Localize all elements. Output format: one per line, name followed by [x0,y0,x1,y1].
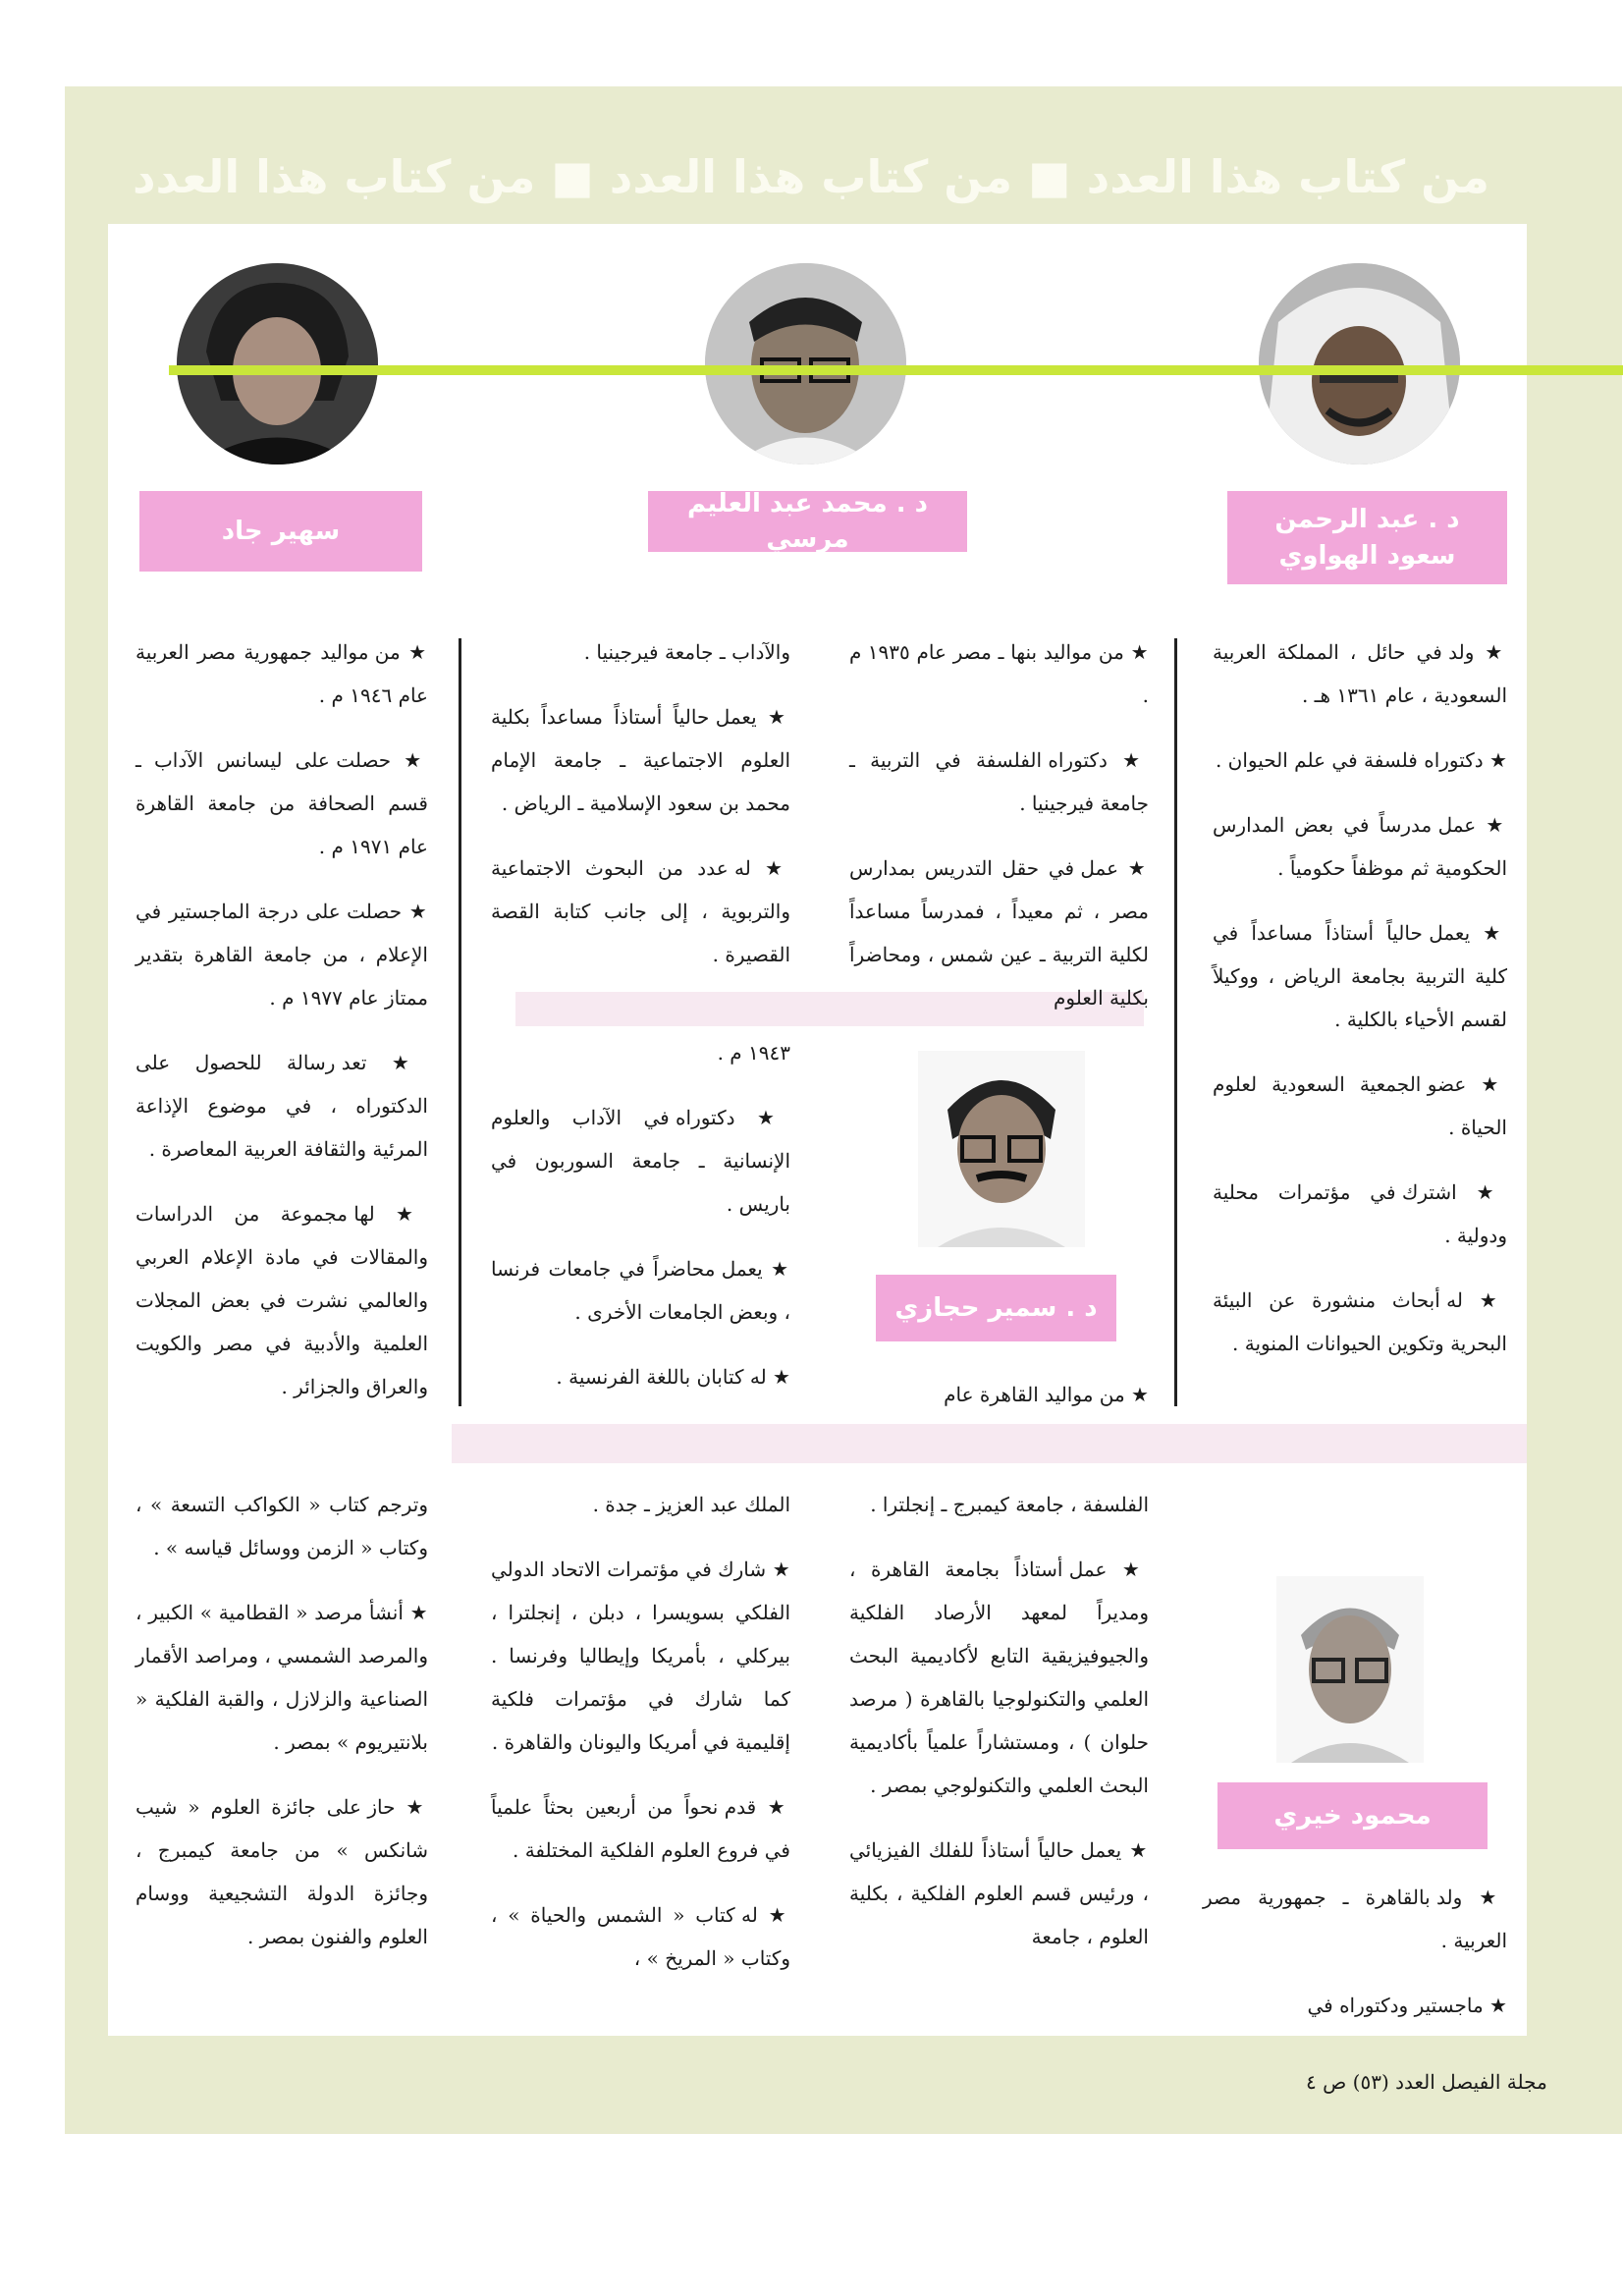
bio-khairy-item: ★ له كتاب « الشمس والحياة » ، وكتاب « المريخ » ، [491,1893,790,1980]
name-box-hawawi: د . عبد الرحمن سعود الهواوي [1227,491,1507,584]
bio-hegazi-a [849,1373,1149,1438]
bio-hawawi-item: ★ عضو الجمعية السعودية لعلوم الحياة . [1213,1063,1507,1149]
bio-hawawi-item: ★ ولد في حائل ، المملكة العربية السعودية ، عام ١٣٦١ هـ . [1213,630,1507,717]
name-box-hegazi: د . سمير حجازي [876,1275,1116,1341]
portrait-hawawi [1259,263,1460,465]
bio-morsi-item: ★ له عدد من البحوث الاجتماعية والتربوية ، إلى جانب كتابة القصة القصيرة . [491,847,790,976]
accent-line [169,365,1623,375]
bio-hawawi [1213,630,1507,1387]
bio-suhair [135,630,428,1430]
bio-suhair-item: ★ تعد رسالة للحصول على الدكتوراه ، في موضوع الإذاعة المرئية والثقافة العربية المعاصرة . [135,1041,428,1171]
bio-hegazi-b [491,1031,790,1420]
bio-suhair-item: ★ من مواليد جمهورية مصر العربية عام ١٩٤٦ م . [135,630,428,717]
bio-khairy-item: ★ عمل أستاذاً بجامعة القاهرة ، ومديراً لمعهد الأرصاد الفلكية والجيوفيزيقية التابع لأكاديمية البحث العلمي والتكنولوجيا بالقاهرة ( مرصد حلوان ) ، ومستشاراً علمياً بأكاديمية البحث العلمي والتكنولوجي بمصر . [849,1548,1149,1807]
bio-khairy-item: ★ حاز على جائزة العلوم « شيب شانكس » من جامعة كيمبرج ، وجائزة الدولة التشجيعية ووسام العلوم والفنون بمصر . [135,1785,428,1958]
bio-khairy-d [135,1483,428,1980]
bio-khairy-cont: الملك عبد العزيز ـ جدة . [592,1493,790,1516]
bio-hawawi-item: ★ يعمل حالياً أستاذاً مساعداً في كلية التربية بجامعة الرياض ، ووكيلاً لقسم الأحياء بالكلية . [1213,911,1507,1041]
bio-suhair-item: ★ حصلت على ليسانس الآداب ـ قسم الصحافة من جامعة القاهرة عام ١٩٧١ م . [135,738,428,868]
bio-morsi-a [849,630,1149,1041]
bio-hegazi-item: ★ دكتوراه في الآداب والعلوم الإنسانية ـ جامعة السوربون في باريس . [491,1096,790,1226]
portrait-hegazi [918,1051,1085,1247]
bio-hawawi-item: ★ اشترك في مؤتمرات محلية ودولية . [1213,1171,1507,1257]
bio-khairy-cont: الفلسفة ، جامعة كيمبرج ـ إنجلترا . [870,1493,1149,1516]
bio-khairy-item: ★ ولد بالقاهرة ـ جمهورية مصر العربية . [1203,1876,1507,1962]
portrait-suhair [177,263,378,465]
bio-morsi-cont: والآداب ـ جامعة فيرجينيا . [583,640,790,664]
bio-hawawi-item: ★ دكتوراه فلسفة في علم الحيوان . [1213,738,1507,782]
bio-khairy-c [491,1483,790,2001]
header-banner: من كتاب هذا العدد ■ من كتاب هذا العدد ■ من كتاب هذا العدد [132,150,1490,203]
bio-khairy-item: ★ ماجستير ودكتوراه في [1203,1984,1507,2027]
portrait-morsi-image [705,263,906,465]
bio-hawawi-item: ★ له أبحاث منشورة عن البيئة البحرية وتكوين الحيوانات المنوية . [1213,1279,1507,1365]
bio-hegazi-item: ★ له كتابان باللغة الفرنسية . [491,1355,790,1398]
bio-morsi-item: ★ عمل في حقل التدريس بمدارس مصر ، ثم معيداً ، فمدرساً مساعداً لكلية التربية ـ عين شمس ، ومحاضراً بكلية العلوم [849,847,1149,1019]
name-box-khairy: محمود خيري [1217,1782,1488,1849]
bio-suhair-item: ★ حصلت على درجة الماجستير في الإعلام ، من جامعة القاهرة بتقدير ممتاز عام ١٩٧٧ م . [135,890,428,1019]
portrait-hawawi-image [1259,263,1460,465]
bio-hawawi-item: ★ عمل مدرساً في بعض المدارس الحكومية ثم موظفاً حكومياً . [1213,803,1507,890]
bio-khairy-item: ★ شارك في مؤتمرات الاتحاد الدولي الفلكي بسويسرا ، دبلن ، إنجلترا ، بيركلي ، بأمريكا وإيطاليا وفرنسا . كما شارك في مؤتمرات فلكية إقليمية في أمريكا واليونان والقاهرة . [491,1548,790,1764]
column-rule-1 [1174,638,1177,1406]
name-box-suhair: سهير جاد [139,491,422,572]
bio-hegazi-item: ★ من مواليد القاهرة عام [849,1373,1149,1416]
bio-khairy-a [1203,1876,1507,2049]
bio-khairy-item: ★ قدم نحواً من أربعين بحثاً علمياً في فروع العلوم الفلكية المختلفة . [491,1785,790,1872]
portrait-suhair-image [177,263,378,465]
bio-hegazi-cont: ١٩٤٣ م . [717,1041,790,1065]
bio-khairy-item: ★ أنشأ مرصد « القطامية » الكبير ، والمرصد الشمسي ، ومراصد الأقمار الصناعية والزلازل ، والقبة الفلكية « بلانتيريوم » بمصر . [135,1591,428,1764]
portrait-khairy [1276,1576,1424,1763]
portrait-hegazi-image [918,1051,1085,1247]
column-rule-2 [459,638,461,1406]
footer-caption: مجلة الفيصل العدد (٥٣) ص ٤ [1306,2070,1547,2094]
bio-khairy-b [849,1483,1149,1980]
bio-morsi-item: ★ دكتوراه الفلسفة في التربية ـ جامعة فيرجينيا . [849,738,1149,825]
bio-morsi-item: ★ من مواليد بنها ـ مصر عام ١٩٣٥ م . [849,630,1149,717]
bio-hegazi-item: ★ يعمل محاضراً في جامعات فرنسا ، وبعض الجامعات الأخرى . [491,1247,790,1334]
portrait-khairy-image [1276,1576,1424,1763]
bio-morsi-b [491,630,790,998]
portrait-morsi [705,263,906,465]
bio-morsi-item: ★ يعمل حالياً أستاذاً مساعداً بكلية العلوم الاجتماعية ـ جامعة الإمام محمد بن سعود الإسلامية ـ الرياض . [491,695,790,825]
bio-suhair-item: ★ لها مجموعة من الدراسات والمقالات في مادة الإعلام العربي والعالمي نشرت في بعض المجلات العلمية والأدبية في مصر والكويت والعراق والجزائر . [135,1192,428,1408]
bio-khairy-cont: وترجم كتاب « الكواكب التسعة » ، وكتاب « الزمن ووسائل قياسه » . [135,1493,428,1559]
bio-khairy-item: ★ يعمل حالياً أستاذاً للفلك الفيزيائي ، ورئيس قسم العلوم الفلكية ، بكلية العلوم ، جامعة [849,1829,1149,1958]
name-box-morsi: د . محمد عبد العليم مرسي [648,491,967,552]
